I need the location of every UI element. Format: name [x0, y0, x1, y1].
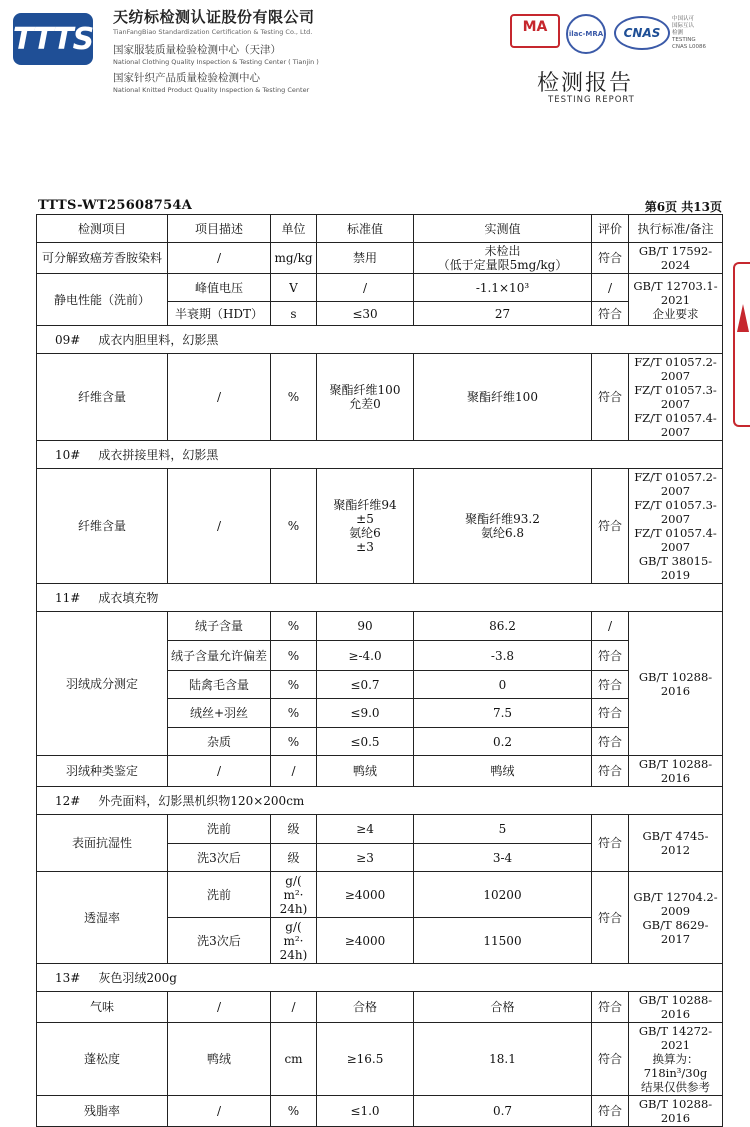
section-row [37, 787, 723, 815]
unit-cell: % [271, 728, 317, 756]
unit-cell: % [271, 612, 317, 641]
std-value-cell: ≤30 [317, 302, 414, 326]
table-row [37, 243, 723, 274]
eval-cell: / [592, 612, 629, 641]
item-cell: 纤维含量 [37, 354, 168, 441]
report-number: TTTS-WT25608754A [38, 198, 193, 213]
ilac-mra-badge-icon: ilac-MRA [566, 14, 606, 54]
standard-cell: GB/T 10288-2016 [629, 1096, 723, 1127]
result-cell: 11500 [414, 918, 592, 964]
std-value-cell: ≥4 [317, 815, 414, 844]
item-cell: 羽绒种类鉴定 [37, 756, 168, 787]
result-cell: 合格 [414, 992, 592, 1023]
section-number: 13# [55, 970, 81, 985]
section-row [37, 326, 723, 354]
std-value-cell: 禁用 [317, 243, 414, 274]
std-value-cell: ≤1.0 [317, 1096, 414, 1127]
desc-cell: / [168, 243, 271, 274]
result-cell: 未检出 （低于定量限5mg/kg） [414, 243, 592, 274]
table-row [37, 756, 723, 787]
section-row [37, 584, 723, 612]
std-value-cell: 鸭绒 [317, 756, 414, 787]
eval-cell: 符合 [592, 243, 629, 274]
unit-cell: mg/kg [271, 243, 317, 274]
desc-cell: 洗前 [168, 815, 271, 844]
unit-cell: 级 [271, 815, 317, 844]
desc-cell: / [168, 756, 271, 787]
result-cell: -1.1×10³ [414, 274, 592, 302]
cnas-badge-text: 中国认可 国际互认 检测 TESTING CNAS L0086 [672, 16, 707, 50]
unit-cell: g/( m²· 24h) [271, 918, 317, 964]
eval-cell: 符合 [592, 354, 629, 441]
column-header: 项目描述 [168, 215, 271, 243]
column-header: 标准值 [317, 215, 414, 243]
report-title: 检测报告 [537, 71, 634, 96]
desc-cell: 洗3次后 [168, 918, 271, 964]
eval-cell: 符合 [592, 728, 629, 756]
section-heading [37, 964, 723, 992]
seal-stamp-icon [733, 262, 750, 427]
item-cell: 静电性能（洗前） [37, 274, 168, 326]
report-subtitle: TESTING REPORT [548, 95, 635, 105]
result-cell: 7.5 [414, 699, 592, 728]
unit-cell: / [271, 992, 317, 1023]
unit-cell: % [271, 469, 317, 584]
desc-cell: / [168, 469, 271, 584]
company-logo: TTTS [13, 13, 93, 65]
unit-cell: cm [271, 1023, 317, 1096]
section-title: 成衣拼接里料，幻影黑 [98, 447, 219, 462]
standard-cell: GB/T 12704.2-2009 GB/T 8629-2017 [629, 872, 723, 964]
eval-cell: 符合 [592, 872, 629, 964]
table-header-row [37, 215, 723, 243]
unit-cell: 级 [271, 844, 317, 872]
section-row [37, 441, 723, 469]
section-title: 成衣内胆里料，幻影黑 [98, 332, 219, 347]
eval-cell: 符合 [592, 992, 629, 1023]
eval-cell: 符合 [592, 469, 629, 584]
item-cell: 纤维含量 [37, 469, 168, 584]
accreditation-badges [510, 14, 720, 52]
table-row [37, 612, 723, 641]
center1-name-en: National Clothing Quality Inspection & Testing Center ( Tianjin ) [113, 58, 319, 66]
std-value-cell: 聚酯纤维100 允差0 [317, 354, 414, 441]
section-number: 09# [55, 332, 81, 347]
item-cell: 气味 [37, 992, 168, 1023]
column-header: 单位 [271, 215, 317, 243]
organization-block [113, 6, 319, 94]
section-heading [37, 787, 723, 815]
std-value-cell: ≥4000 [317, 872, 414, 918]
result-cell: 3-4 [414, 844, 592, 872]
standard-cell: GB/T 4745-2012 [629, 815, 723, 872]
eval-cell: 符合 [592, 641, 629, 671]
section-title: 成衣填充物 [98, 590, 159, 605]
unit-cell: V [271, 274, 317, 302]
result-cell: -3.8 [414, 641, 592, 671]
standard-cell: GB/T 10288-2016 [629, 992, 723, 1023]
section-title: 外壳面料，幻影黑机织物120×200cm [98, 793, 305, 808]
desc-cell: 鸭绒 [168, 1023, 271, 1096]
unit-cell: % [271, 354, 317, 441]
column-header: 检测项目 [37, 215, 168, 243]
item-cell: 羽绒成分测定 [37, 612, 168, 756]
desc-cell: 洗前 [168, 872, 271, 918]
std-value-cell: 聚酯纤维94 ±5 氨纶6 ±3 [317, 469, 414, 584]
section-number: 10# [55, 447, 81, 462]
desc-cell: 洗3次后 [168, 844, 271, 872]
eval-cell: / [592, 274, 629, 302]
section-title: 灰色羽绒200g [98, 970, 177, 985]
desc-cell: / [168, 992, 271, 1023]
desc-cell: 峰值电压 [168, 274, 271, 302]
unit-cell: % [271, 699, 317, 728]
std-value-cell: ≥3 [317, 844, 414, 872]
standard-cell: GB/T 17592-2024 [629, 243, 723, 274]
table-row [37, 1096, 723, 1127]
section-heading [37, 584, 723, 612]
unit-cell: g/( m²· 24h) [271, 872, 317, 918]
eval-cell: 符合 [592, 1096, 629, 1127]
std-value-cell: ≥-4.0 [317, 641, 414, 671]
result-cell: 鸭绒 [414, 756, 592, 787]
item-cell: 残脂率 [37, 1096, 168, 1127]
std-value-cell: / [317, 274, 414, 302]
unit-cell: / [271, 756, 317, 787]
page-number: 第6页 共13页 [644, 200, 722, 214]
unit-cell: % [271, 641, 317, 671]
result-cell: 聚酯纤维100 [414, 354, 592, 441]
result-cell: 18.1 [414, 1023, 592, 1096]
standard-cell: GB/T 14272-2021 换算为： 718in³/30g 结果仅供参考 [629, 1023, 723, 1096]
item-cell: 透湿率 [37, 872, 168, 964]
result-cell: 27 [414, 302, 592, 326]
result-cell: 0 [414, 671, 592, 699]
center2-name-cn: 国家针织产品质量检验检测中心 [113, 72, 260, 84]
unit-cell: % [271, 1096, 317, 1127]
column-header: 评价 [592, 215, 629, 243]
section-row [37, 964, 723, 992]
table-row [37, 1023, 723, 1096]
section-number: 12# [55, 793, 81, 808]
cnas-badge-icon: CNAS [614, 16, 670, 50]
cma-badge-icon: MA [510, 14, 560, 48]
test-results-table [36, 214, 723, 1127]
eval-cell: 符合 [592, 815, 629, 872]
desc-cell: 杂质 [168, 728, 271, 756]
desc-cell: 半衰期（HDT） [168, 302, 271, 326]
desc-cell: / [168, 354, 271, 441]
standard-cell: GB/T 10288-2016 [629, 756, 723, 787]
eval-cell: 符合 [592, 699, 629, 728]
item-cell: 表面抗湿性 [37, 815, 168, 872]
section-number: 11# [55, 590, 81, 605]
standard-cell: GB/T 12703.1-2021 企业要求 [629, 274, 723, 326]
std-value-cell: ≥16.5 [317, 1023, 414, 1096]
desc-cell: 陆禽毛含量 [168, 671, 271, 699]
unit-cell: % [271, 671, 317, 699]
item-cell: 可分解致癌芳香胺染料 [37, 243, 168, 274]
table-row [37, 469, 723, 584]
org-name-en: TianFangBiao Standardization Certification & Testing Co., Ltd. [113, 28, 313, 36]
standard-cell: FZ/T 01057.2-2007 FZ/T 01057.3-2007 FZ/T 01057.4-2007 GB/T 38015-2019 [629, 469, 723, 584]
std-value-cell: ≥4000 [317, 918, 414, 964]
result-cell: 聚酯纤维93.2 氨纶6.8 [414, 469, 592, 584]
desc-cell: 绒丝+羽丝 [168, 699, 271, 728]
table-row [37, 872, 723, 918]
column-header: 实测值 [414, 215, 592, 243]
section-heading [37, 326, 723, 354]
std-value-cell: ≤0.5 [317, 728, 414, 756]
desc-cell: 绒子含量允许偏差 [168, 641, 271, 671]
eval-cell: 符合 [592, 1023, 629, 1096]
standard-cell: GB/T 10288-2016 [629, 612, 723, 756]
std-value-cell: ≤0.7 [317, 671, 414, 699]
unit-cell: s [271, 302, 317, 326]
std-value-cell: 90 [317, 612, 414, 641]
table-row [37, 815, 723, 844]
eval-cell: 符合 [592, 756, 629, 787]
section-heading [37, 441, 723, 469]
result-cell: 5 [414, 815, 592, 844]
desc-cell: / [168, 1096, 271, 1127]
table-row [37, 354, 723, 441]
center1-name-cn: 国家服装质量检验检测中心（天津） [113, 44, 281, 56]
table-row [37, 992, 723, 1023]
item-cell: 蓬松度 [37, 1023, 168, 1096]
std-value-cell: ≤9.0 [317, 699, 414, 728]
desc-cell: 绒子含量 [168, 612, 271, 641]
result-cell: 0.2 [414, 728, 592, 756]
column-header: 执行标准/备注 [629, 215, 723, 243]
org-name-cn: 天纺标检测认证股份有限公司 [113, 8, 315, 26]
table-row [37, 274, 723, 302]
center2-name-en: National Knitted Product Quality Inspection & Testing Center [113, 86, 310, 94]
standard-cell: FZ/T 01057.2-2007 FZ/T 01057.3-2007 FZ/T 01057.4-2007 [629, 354, 723, 441]
result-cell: 86.2 [414, 612, 592, 641]
eval-cell: 符合 [592, 302, 629, 326]
std-value-cell: 合格 [317, 992, 414, 1023]
result-cell: 10200 [414, 872, 592, 918]
result-cell: 0.7 [414, 1096, 592, 1127]
eval-cell: 符合 [592, 671, 629, 699]
